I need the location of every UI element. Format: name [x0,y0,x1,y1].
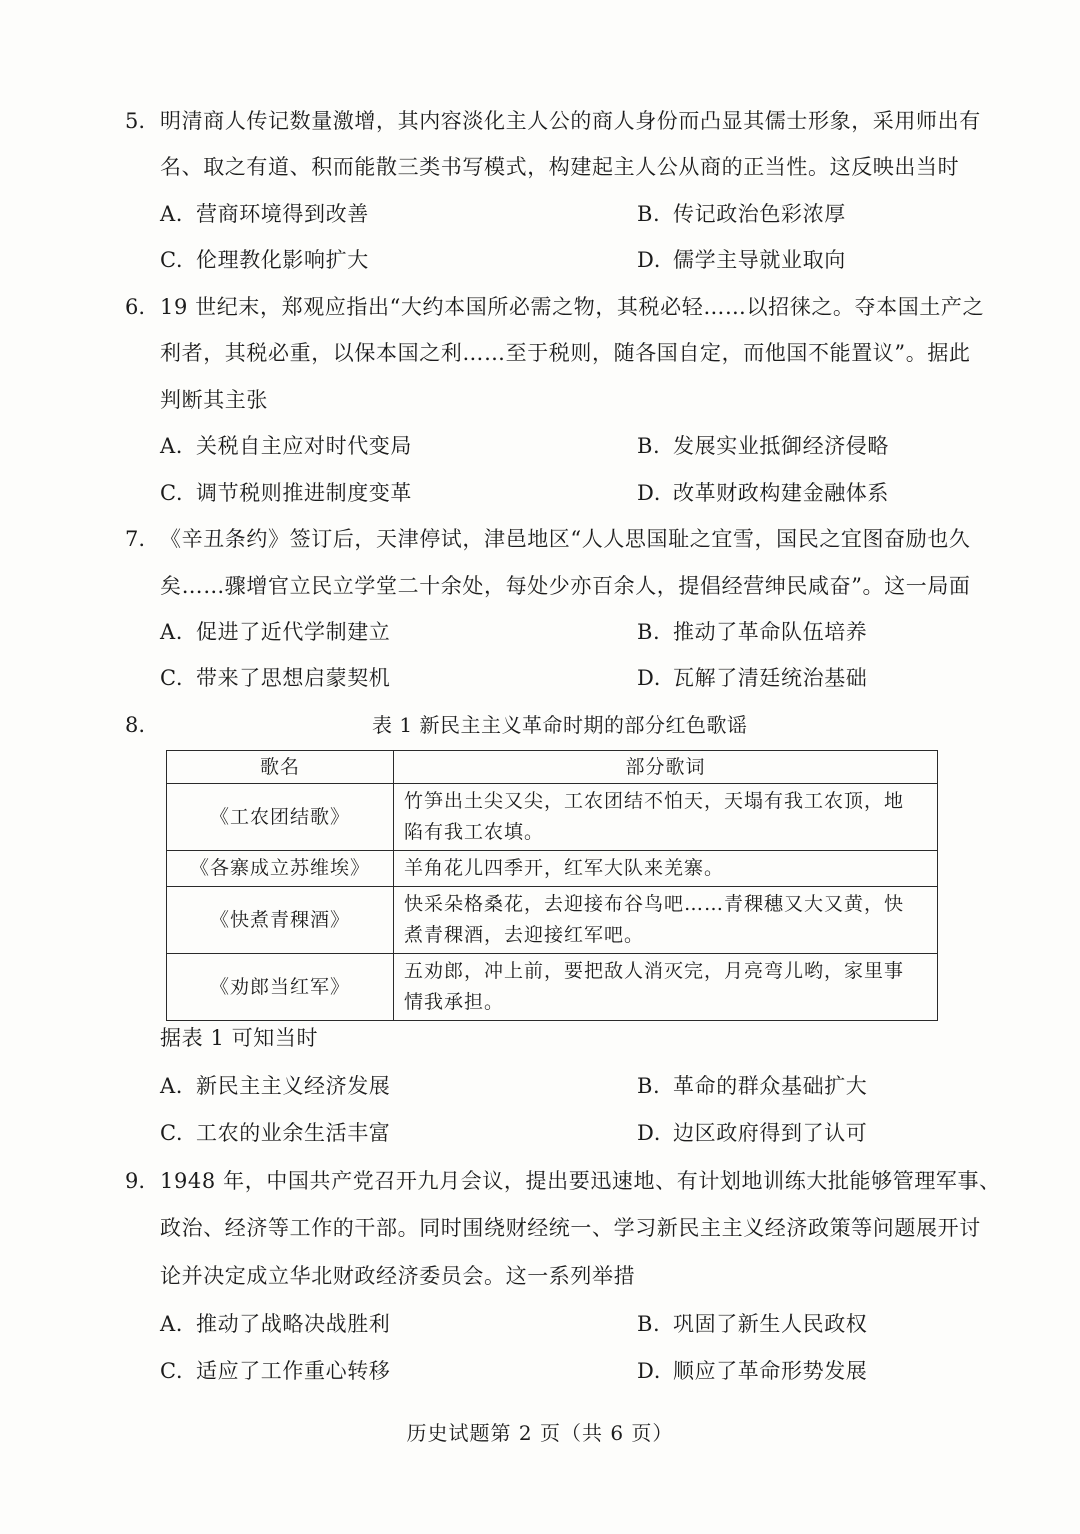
question-stem-line: 名、取之有道、积而能散三类书写模式，构建起主人公从商的正当性。这反映出当时 [160,155,960,179]
option-d[interactable]: D. 瓦解了清廷统治基础 [637,666,868,690]
option-a[interactable]: A. 推动了战略决战胜利 [160,1312,391,1336]
option-c[interactable]: C. 带来了思想启蒙契机 [160,666,391,690]
question-stem-line: 明清商人传记数量激增，其内容淡化主人公的商人身份而凸显其儒士形象，采用师出有 [160,109,981,133]
option-a[interactable]: A. 促进了近代学制建立 [160,620,391,644]
option-a[interactable]: A. 新民主主义经济发展 [160,1074,391,1098]
option-b[interactable]: B. 推动了革命队伍培养 [637,620,868,644]
lyrics-cell: 快采朵格桑花，去迎接布谷鸟吧……青稞穗又大又黄，快 煮青稞酒，去迎接红军吧。 [394,887,938,954]
option-c[interactable]: C. 工农的业余生活丰富 [160,1121,391,1145]
table-header-row [167,751,938,784]
question-stem-line: 判断其主张 [160,388,268,412]
question-number: 5. [125,109,146,133]
question-stem-line: 政治、经济等工作的干部。同时围绕财经统一、学习新民主主义经济政策等问题展开讨 [160,1216,981,1240]
song-name-cell: 《各寨成立苏维埃》 [167,851,394,887]
song-name-cell: 《快煮青稞酒》 [167,887,394,954]
column-header-song-name: 歌名 [167,751,394,784]
question-stem-line: 1948 年，中国共产党召开九月会议，提出要迅速地、有计划地训练大批能够管理军事、 [160,1169,1001,1193]
song-name-cell: 《工农团结歌》 [167,784,394,851]
page-footer: 历史试题第 2 页（共 6 页） [406,1421,674,1445]
option-a[interactable]: A. 营商环境得到改善 [160,202,369,226]
question-stem-line: 《辛丑条约》签订后，天津停试，津邑地区“人人思国耻之宜雪，国民之宜图奋励也久 [160,527,971,551]
question-stem-line: 19 世纪末，郑观应指出“大约本国所必需之物，其税必轻……以招徕之。夺本国土产之 [160,295,985,319]
option-d[interactable]: D. 改革财政构建金融体系 [637,481,889,505]
table-row [167,954,938,1021]
column-header-lyrics: 部分歌词 [394,751,938,784]
option-b[interactable]: B. 革命的群众基础扩大 [637,1074,868,1098]
option-d[interactable]: D. 顺应了革命形势发展 [637,1359,868,1383]
option-b[interactable]: B. 发展实业抵御经济侵略 [637,434,889,458]
option-c[interactable]: C. 伦理教化影响扩大 [160,248,369,272]
question-number: 7. [125,527,146,551]
song-name-cell: 《劝郎当红军》 [167,954,394,1021]
question-stem-line: 矣……骤增官立民立学堂二十余处，每处少亦百余人，提倡经营绅民咸奋”。这一局面 [160,574,971,598]
option-d[interactable]: D. 儒学主导就业取向 [637,248,846,272]
songs-table [166,750,938,1021]
lyrics-cell: 竹笋出土尖又尖，工农团结不怕天，天塌有我工农顶，地 陷有我工农填。 [394,784,938,851]
question-stem-line: 利者，其税必重，以保本国之利……至于税则，随各国自定，而他国不能置议”。据此 [160,341,971,365]
question-number: 8. [125,713,146,737]
option-d[interactable]: D. 边区政府得到了认可 [637,1121,868,1145]
option-b[interactable]: B. 巩固了新生人民政权 [637,1312,868,1336]
lyrics-cell: 羊角花儿四季开，红军大队来羌寨。 [394,851,938,887]
table-row [167,784,938,851]
lyrics-cell: 五劝郎，冲上前，要把敌人消灭完，月亮弯儿哟，家里事 情我承担。 [394,954,938,1021]
question-number: 6. [125,295,146,319]
table-caption: 表 1 新民主主义革命时期的部分红色歌谣 [372,713,748,737]
option-b[interactable]: B. 传记政治色彩浓厚 [637,202,846,226]
table-row [167,887,938,954]
question-stem-line: 据表 1 可知当时 [160,1026,319,1050]
option-c[interactable]: C. 调节税则推进制度变革 [160,481,412,505]
table-row [167,851,938,887]
option-a[interactable]: A. 关税自主应对时代变局 [160,434,412,458]
option-c[interactable]: C. 适应了工作重心转移 [160,1359,391,1383]
question-stem-line: 论并决定成立华北财政经济委员会。这一系列举措 [160,1264,636,1288]
question-number: 9. [125,1169,146,1193]
